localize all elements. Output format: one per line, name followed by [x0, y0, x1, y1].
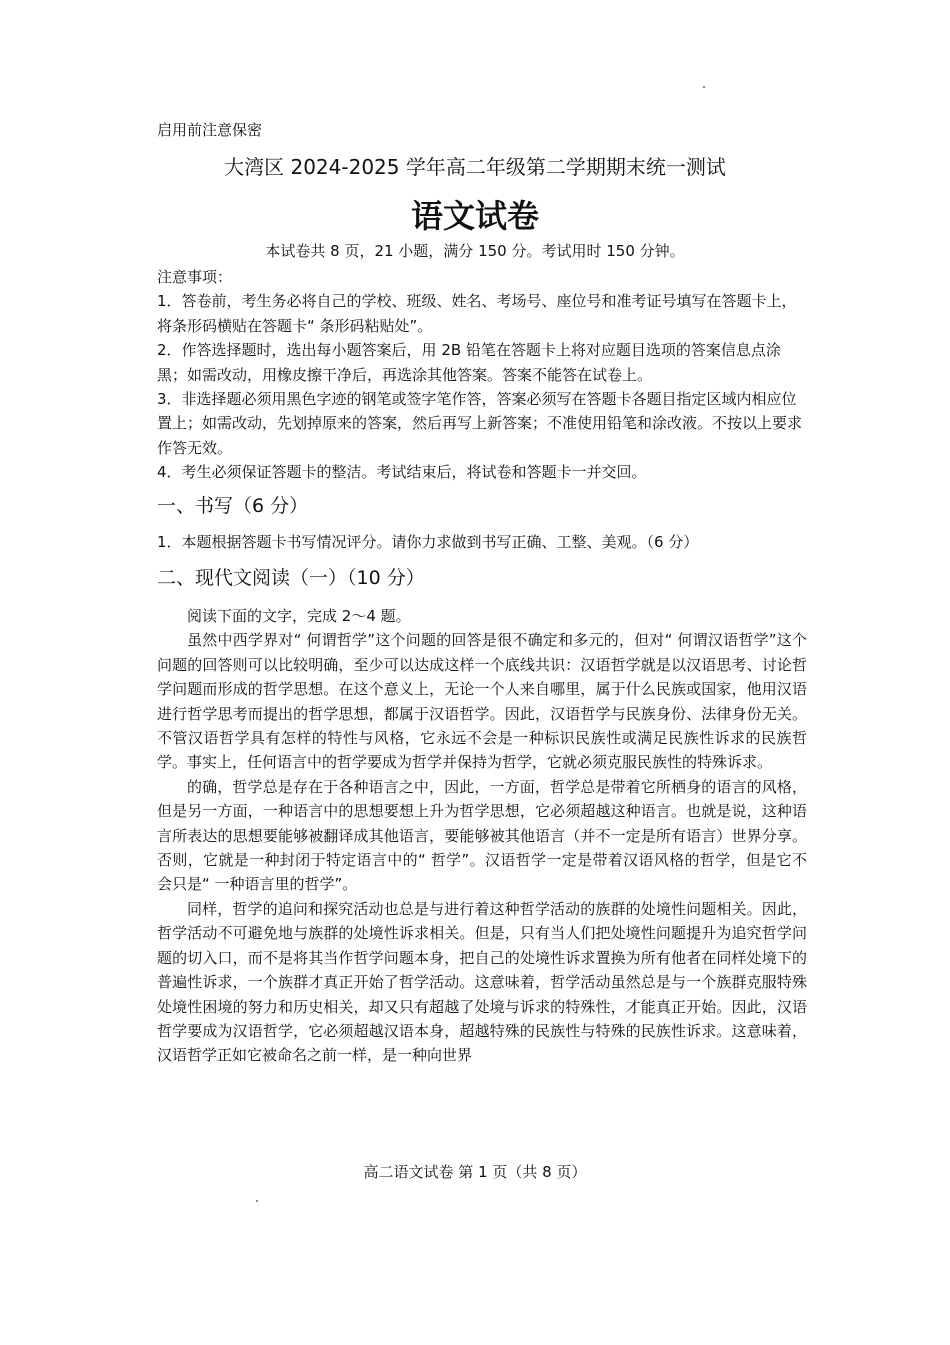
scan-speck-bottom — [256, 1200, 258, 1202]
note-item: 4．考生必须保证答题卡的整洁。考试结束后，将试卷和答题卡一并交回。 — [157, 463, 647, 482]
reading-instruction: 阅读下面的文字，完成 2～4 题。 — [187, 607, 411, 625]
exam-title: 大湾区 2024-2025 学年高二年级第二学期期末统一测试 — [224, 155, 726, 179]
exam-info: 本试卷共 8 页，21 小题，满分 150 分。考试用时 150 分钟。 — [265, 242, 685, 260]
note-item: 3．非选择题必须用黑色字迹的钢笔或签字笔作答，答案必须写在答题卡各题目指定区域内相应位置上；如需改动，先划掉原来的答案，然后再写上新答案；不准使用铅笔和涂改液。不按以上要求作答无效。 — [157, 390, 803, 457]
notes-label: 注意事项： — [157, 268, 233, 286]
note-item: 2．作答选择题时，选出每小题答案后，用 2B 铅笔在答题卡上将对应题目选项的答案信息点涂黑；如需改动，用橡皮擦干净后，再选涂其他答案。答案不能答在试卷上。 — [157, 341, 781, 384]
section-heading-reading: 二、现代文阅读（一）（10 分） — [157, 567, 425, 589]
passage-paragraph: 同样，哲学的追问和探究活动也总是与进行着这种哲学活动的族群的处境性问题相关。因此，哲学活动不可避免地与族群的处境性诉求相关。但是，只有当人们把处境性问题提升为追究哲学问题的切入口，而不是将其当作哲学问题本身，把自己的处境性诉求置换为所有他者在同样处境下的普遍性诉求，一个族群才真正开始了哲学活动。这意味着，哲学活动虽然总是与一个族群克服特殊处境性困境的努力和历史相关，却又只有超越了处境与诉求的特殊性，才能真正开始。因此，汉语哲学要成为汉语哲学，它必须超越汉语本身，超越特殊的民族性与特殊的民族性诉求。这意味着，汉语哲学正如它被命名之前一样，是一种向世界 — [157, 899, 807, 1065]
confidential-notice: 启用前注意保密 — [157, 121, 263, 139]
section-heading-writing: 一、书写（6 分） — [157, 495, 309, 517]
reading-passage — [157, 604, 807, 1068]
passage-paragraph: 虽然中西学界对“ 何谓哲学”这个问题的回答是很不确定和多元的，但对“ 何谓汉语哲学”这个问题的回答则可以比较明确，至少可以达成这样一个底线共识：汉语哲学就是以汉语思考、讨论哲学问题而形成的哲学思想。在这个意义上，无论一个人来自哪里，属于什么民族或国家，他用汉语进行哲学思考而提出的哲学思想，都属于汉语哲学。因此，汉语哲学与民族身份、法律身份无关。不管汉语哲学具有怎样的特性与风格，它永远不会是一种标识民族性或满足民族性诉求的民族哲学。事实上，任何语言中的哲学要成为哲学并保持为哲学，它就必须克服民族性的特殊诉求。 — [157, 631, 807, 772]
scan-speck-top — [703, 86, 705, 88]
page-footer: 高二语文试卷 第 1 页（共 8 页） — [363, 1163, 587, 1181]
notes-block — [157, 265, 807, 485]
question-1: 1．本题根据答题卡书写情况评分。请你力求做到书写正确、工整、美观。（6 分） — [157, 533, 699, 551]
note-item: 1．答卷前，考生务必将自己的学校、班级、姓名、考场号、座位号和准考证号填写在答题卡上，将条形码横贴在答题卡“ 条形码粘贴处”。 — [157, 292, 797, 335]
passage-paragraph: 的确，哲学总是存在于各种语言之中，因此，一方面，哲学总是带着它所栖身的语言的风格，但是另一方面，一种语言中的思想要想上升为哲学思想，它必须超越这种语言。也就是说，这种语言所表达的思想要能够被翻译成其他语言，要能够被其他语言（并不一定是所有语言）世界分享。否则，它就是一种封闭于特定语言中的“ 哲学”。汉语哲学一定是带着汉语风格的哲学，但是它不会只是“ 一种语言里的哲学”。 — [157, 777, 807, 894]
subject-title: 语文试卷 — [410, 197, 539, 235]
